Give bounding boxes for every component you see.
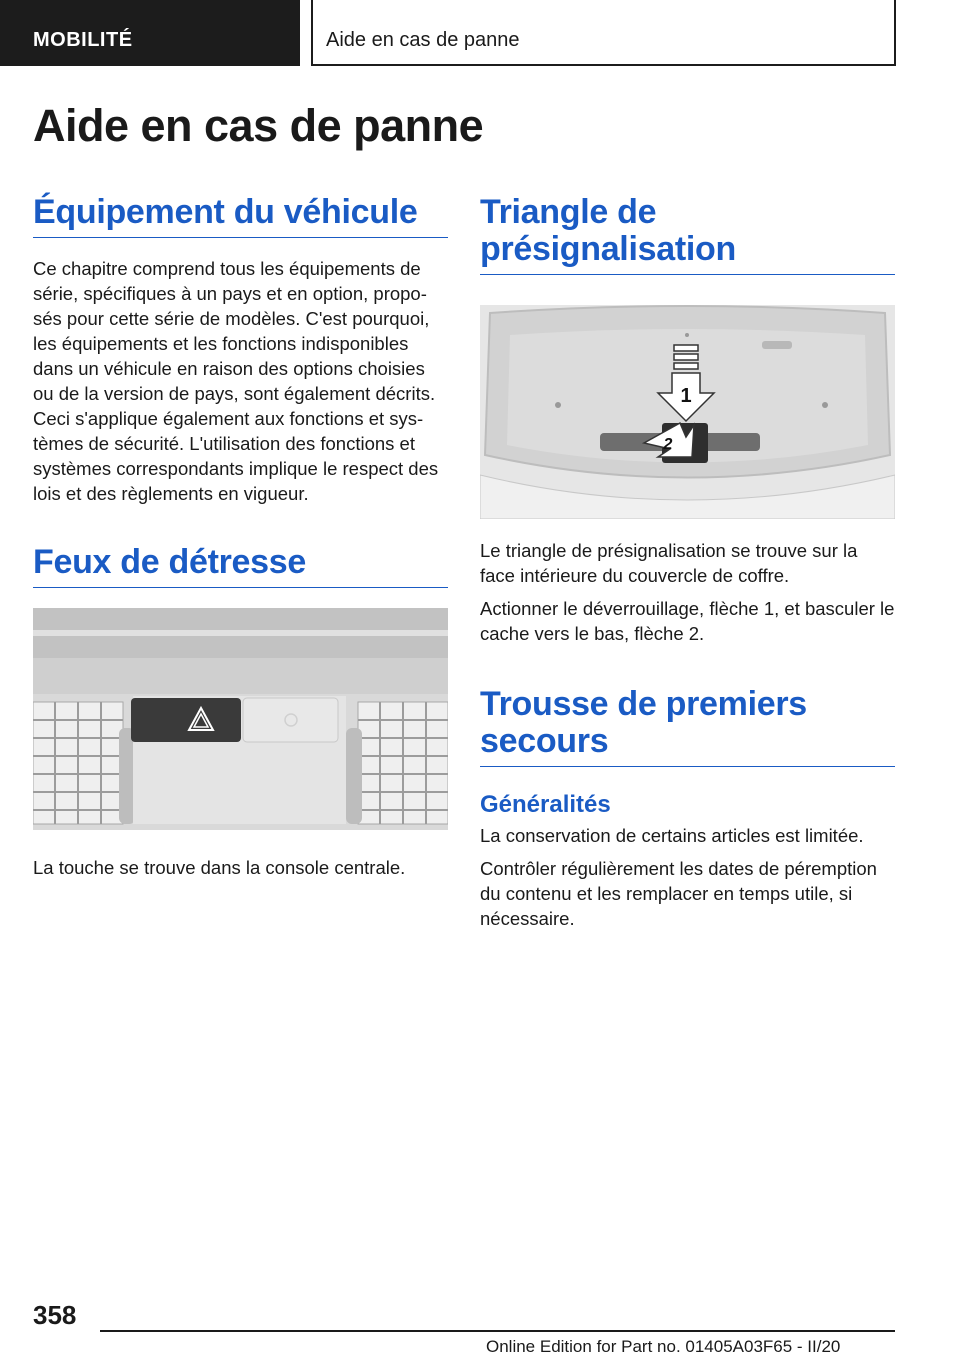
edition-note: Online Edition for Part no. 01405A03F65 - II/20	[486, 1337, 841, 1356]
equipment-paragraph: Ce chapitre comprend tous les équipements de série, spécifiques à un pays et en option, proposés pour cette série de modèles. C'est pourquoi, les équipements et les fonctions indisponibles dans un véhicule en raison des options choisies ou de la version de pays, sont également décrits. Ceci s'applique également aux fonctions et systèmes de sécurité. L'utilisation des fonctions et systèmes correspondants implique le respect des lois et des règlements en vigueur.	[33, 258, 439, 504]
left-column	[33, 190, 448, 880]
first-aid-paragraph-1: La conservation de certains articles est limitée.	[480, 825, 864, 846]
heading-hazard-lights: Feux de détresse	[33, 544, 448, 588]
page-number: 358	[33, 1300, 77, 1330]
hazard-button-image	[33, 608, 448, 830]
subheading-general: Généralités	[480, 791, 611, 818]
heading-vehicle-equipment: Équipement du véhicule	[33, 194, 448, 238]
right-column	[480, 190, 895, 931]
triangle-paragraph-1: Le triangle de présignalisation se trouve sur la face intérieure du couvercle de coffre.	[480, 540, 858, 586]
page-title: Aide en cas de panne	[33, 100, 484, 151]
section-tab: MOBILITÉ	[0, 0, 300, 66]
page-header	[0, 0, 960, 66]
trunk-lid-image	[480, 305, 895, 519]
chapter-title: Aide en cas de panne	[311, 0, 896, 66]
arrow-2-label: 2	[663, 436, 673, 453]
heading-warning-triangle: Triangle de présignalisation	[480, 194, 895, 275]
hazard-paragraph: La touche se trouve dans la console centrale.	[33, 857, 406, 878]
arrow-1-label: 1	[680, 385, 692, 407]
heading-first-aid-kit: Trousse de premiers secours	[480, 686, 895, 767]
footer-divider	[100, 1330, 895, 1332]
triangle-paragraph-2: Actionner le déverrouillage, flèche 1, et basculer le cache vers le bas, flèche 2.	[480, 598, 895, 644]
first-aid-paragraph-2: Contrôler régulièrement les dates de péremption du contenu et les remplacer en temps utile, si nécessaire.	[480, 858, 877, 929]
